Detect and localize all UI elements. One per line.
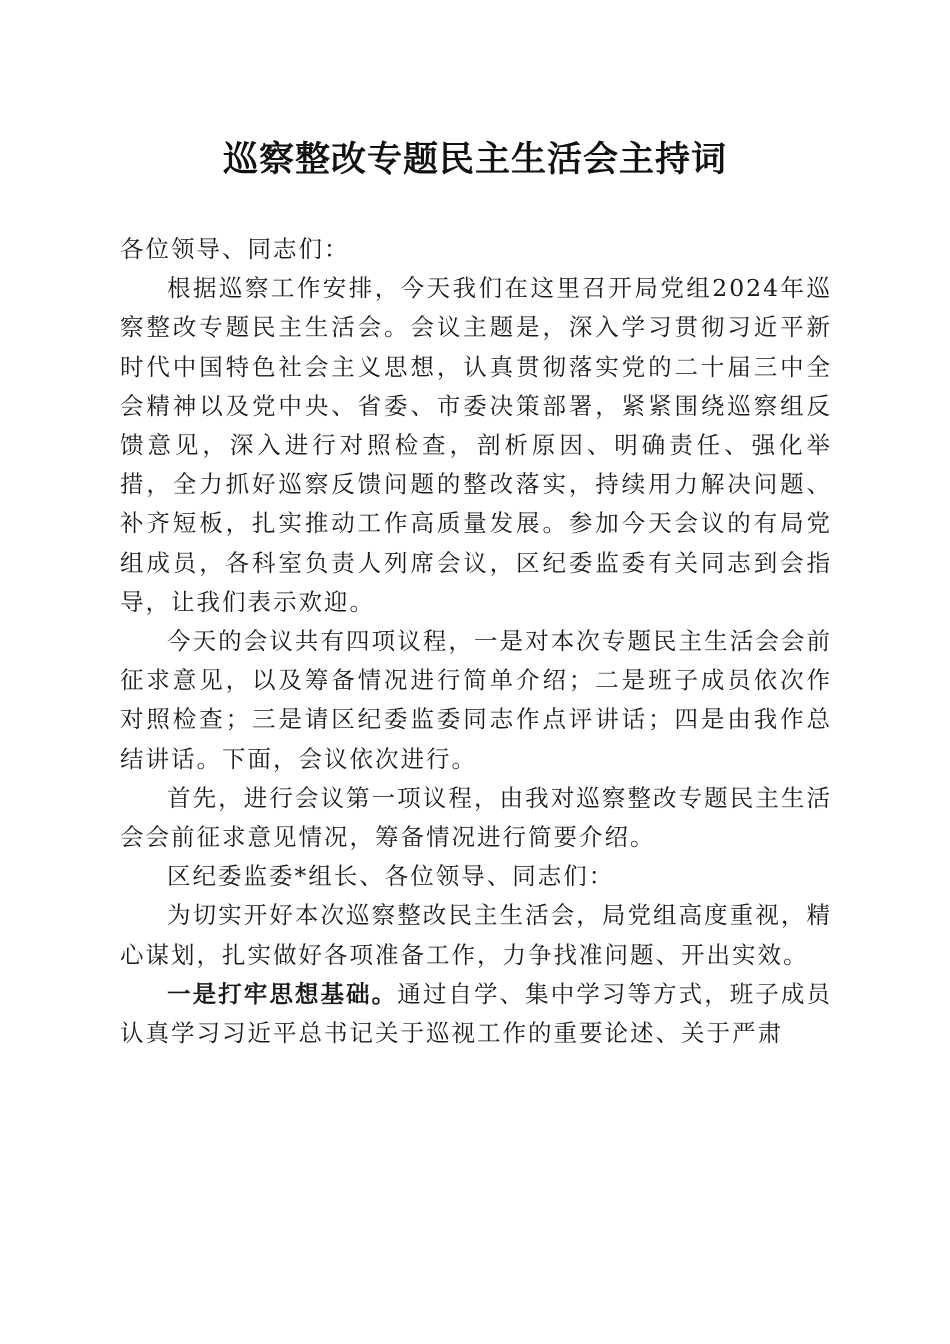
- paragraph-first-item: 首先，进行会议第一项议程，由我对巡察整改专题民主生活会会前征求意见情况，筹备情况进行简要介绍。: [120, 783, 832, 852]
- point-one-heading: 一是打牢思想基础。: [167, 979, 398, 1008]
- paragraph-preparation: 为切实开好本次巡察整改民主生活会，局党组高度重视，精心谋划，扎实做好各项准备工作，力争找准问题、开出实效。: [120, 901, 832, 969]
- point-one-text: 通过自学、集中学习等方式，班子成员认真学习习近平总书记关于巡视工作的重要论述、关于严肃: [120, 979, 833, 1048]
- paragraph-point-one: [120, 975, 832, 1053]
- document-title: 巡察整改专题民主生活会主持词: [222, 139, 727, 180]
- paragraph-agenda: 今天的会议共有四项议程，一是对本次专题民主生活会会前征求意见，以及筹备情况进行简单介绍；二是班子成员依次作对照检查；三是请区纪委监委同志作点评讲话；四是由我作总结讲话。下面，会议依次进行。: [120, 627, 832, 773]
- paragraph-secondary-salutation: 区纪委监委*组长、各位领导、同志们：: [167, 862, 615, 891]
- salutation: 各位领导、同志们：: [120, 235, 350, 263]
- document-body: [120, 230, 832, 1053]
- paragraph-opening: 根据巡察工作安排，今天我们在这里召开局党组2024年巡察整改专题民主生活会。会议主题是，深入学习贯彻习近平新时代中国特色社会主义思想，认真贯彻落实党的二十届三中全会精神以及党中央、省委、市委决策部署，紧紧围绕巡察组反馈意见，深入进行对照检查，剖析原因、明确责任、强化举措，全力抓好巡察反馈问题的整改落实，持续用力解决问题、补齐短板，扎实推动工作高质量发展。参加今天会议的有局党组成员，各科室负责人列席会议，区纪委监委有关同志到会指导，让我们表示欢迎。: [120, 274, 832, 616]
